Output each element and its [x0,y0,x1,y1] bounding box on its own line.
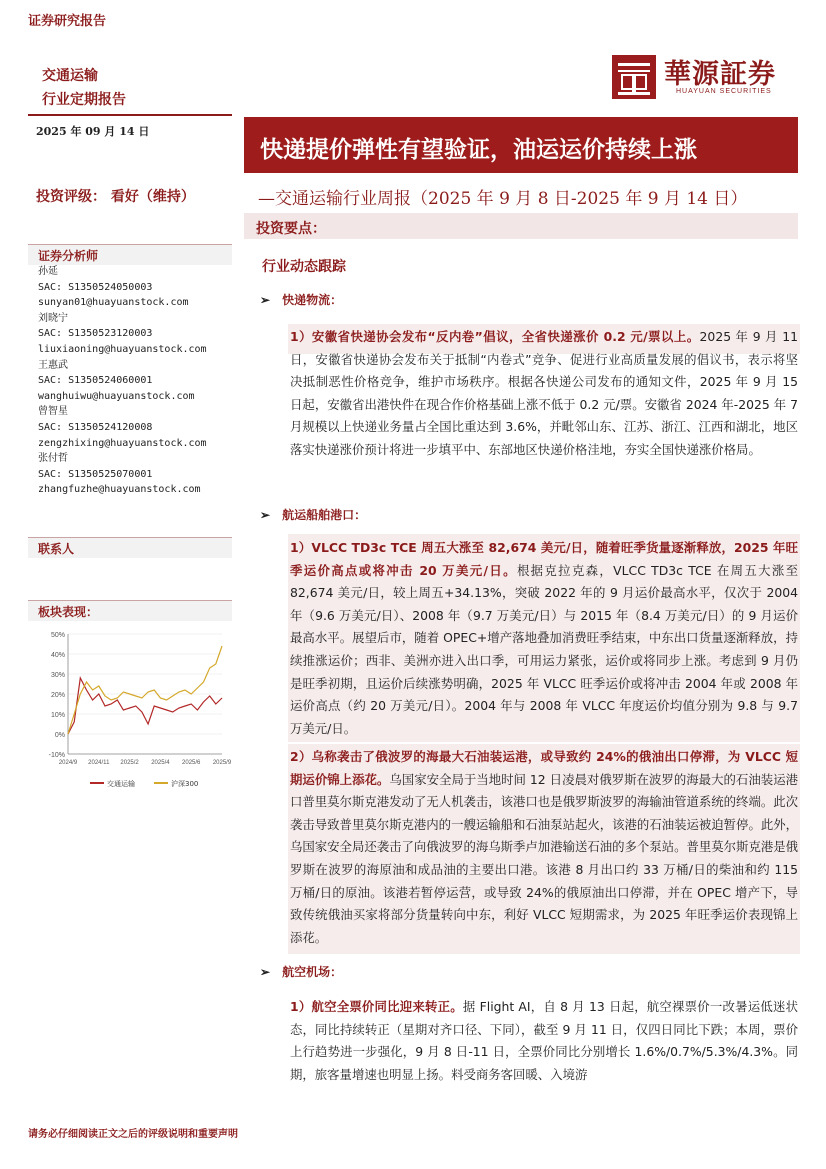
bullet-shipping: ➢ 航运船舶港口： [260,508,367,522]
y-tick-label: 30% [50,672,65,679]
analyst-sac: SAC: S1350524060001 [38,375,153,387]
analyst-heading: 证券分析师 [38,249,99,263]
footer-disclaimer: 请务必仔细阅读正文之后的评级说明和重要声明 [28,1129,238,1140]
investment-rating: 投资评级： 看好（维持） [36,189,195,205]
key-points-banner [244,213,798,239]
legend-label: 沪深300 [171,780,199,788]
performance-heading: 板块表现： [38,605,99,619]
report-date: 2025 年 09 月 14 日 [36,125,150,138]
contact-heading-bar [28,537,232,558]
paragraph-lead: 1）VLCC TD3c TCE 周五大涨至 82,674 美元/日，随着旺季货量逐渐释放，2025 年旺季运价高点或将冲击 20 万美元/日。 [290,540,798,578]
y-tick-label: 50% [50,632,65,639]
brand-name-en: HUAYUAN SECURITIES [676,88,772,95]
x-tick-label: 2024/9 [58,760,78,766]
analyst-sac: SAC: S1350525070001 [38,468,153,480]
paragraph-aviation [290,996,798,1086]
series-line [68,646,222,734]
paragraph-vlcc [290,537,798,740]
brand-logo-icon [612,55,656,99]
report-kind: 行业定期报告 [42,92,126,108]
analyst-email[interactable]: zengzhixing@huayuanstock.com [38,437,207,449]
paragraph-text: 根据克拉克森，VLCC TD3c TCE 在周五大涨至 82,674 美元/日，较上周五+34.13%，突破 2022 年的 9 月运价最高水平，仅次于 2004 年（9.6 万美元/日）、2008 年（9.7 万美元/日）与 2015 年（8.4 万美元/日）的 9 月运价最高水平。展望后市，随着 OPEC+增产落地叠加消费旺季结束，中东出口货量逐渐释放，持续推涨运价；西非、美洲亦进入出口季，可用运力紧张，运价或将同步上涨。考虑到 9 月仍是旺季初期，且运价后续涨势明确，2025 年 VLCC 旺季运价或将冲击 2004 年或 2008 年运价高点（约 20 万美元/日）。2004 年与 2008 年 VLCC 年度运价均值分别为 9.8 与 9.7 万美元/日。 [290,562,798,736]
section-title: 行业动态跟踪 [262,259,346,275]
chart-svg [36,628,232,798]
y-tick-label: 40% [50,652,65,659]
performance-heading-bar [28,600,232,621]
bullet-aviation: ➢ 航空机场： [260,965,343,979]
sector-block [42,64,126,112]
y-tick-label: -10% [48,752,65,759]
paragraph-lead: 1）安徽省快递协会发布“反内卷”倡议，全省快递涨价 0.2 元/票以上。 [290,329,700,344]
analyst-name: 张付哲 [38,453,68,465]
analyst-email[interactable]: wanghuiwu@huayuanstock.com [38,390,195,402]
y-tick-label: 0% [54,732,65,739]
legend-label: 交通运输 [107,780,135,788]
analyst-email[interactable]: zhangfuzhe@huayuanstock.com [38,484,201,496]
x-tick-label: 2024/11 [88,760,110,766]
analyst-name: 王惠武 [38,359,68,371]
paragraph-text: 乌国家安全局于当地时间 12 日凌晨对俄罗斯在波罗的海最大的石油装运港口普里莫尔斯克港发动了无人机袭击，该港口也是俄罗斯波罗的海输油管道系统的终端。此次袭击导致普里莫尔斯克港内的一艘运输船和石油泵站起火，该港的石油装运被迫暂停。此外，乌国家安全局还袭击了向俄波罗的海乌斯季卢加港输送石油的多个泵站。普里莫尔斯克港是俄罗斯在波罗的海原油和成品油的主要出口港。该港 8 月出口约 33 万桶/日的柴油和约 115 万桶/日的原油。该港若暂停运营，或导致 24%的俄原油出口停滞，并在 OPEC 增产下，导致传统俄油买家将部分货量转向中东，利好 VLCC 短期需求，为 2025 年旺季运价表现锦上添花。 [290,771,799,945]
analyst-name: 孙延 [38,266,58,277]
report-subtitle: —交通运输行业周报（2025 年 9 月 8 日-2025 年 9 月 14 日） [258,189,748,209]
contact-heading: 联系人 [38,542,75,556]
y-tick-label: 20% [50,692,65,699]
paragraph-text: 2025 年 9 月 11 日，安徽省快递协会发布关于抵制“内卷式”竞争、促进行业高质量发展的倡议书，表示将坚决抵制恶性价格竞争，维护市场秩序。根据各快递公司发布的通知文件，2025 年 9 月 15 日起，安徽省出港快件在现合作价格基础上涨不低于 0.2 元/票。安徽省 2024 年-2025 年 7 月规模以上快递业务量占全国比重达到 3.6%，并毗邻山东、江苏、浙江、江西和湖北，地区落实快递涨价预计将进一步填平中、东部地区快递价格洼地，夯实全国快递涨价格局。 [290,329,798,457]
analyst-email[interactable]: liuxiaoning@huayuanstock.com [38,343,207,355]
key-points-label: 投资要点： [256,221,326,237]
sector-performance-chart [36,628,232,798]
bullet-express: ➢ 快递物流： [260,293,343,307]
x-tick-label: 2025/2 [120,760,139,766]
header-divider [28,114,232,116]
y-tick-label: 10% [50,712,65,719]
sector-name: 交通运输 [42,68,98,84]
paragraph-lead: 2）乌称袭击了俄波罗的海最大石油装运港，或导致约 24%的俄油出口停滞，为 VLCC 短期运价锦上添花。 [290,749,798,787]
paragraph-lead: 1）航空全票价同比迎来转正。 [290,999,463,1014]
x-tick-label: 2025/4 [151,760,170,766]
paragraph-express [290,326,798,462]
x-tick-label: 2025/9 [212,760,232,766]
bullet-shipping-label: 航运船舶港口： [282,508,367,522]
analyst-sac: SAC: S1350524120008 [38,421,153,433]
paragraph-text: 据 Flight AI，自 8 月 13 日起，航空裸票价一改暑运低迷状态，同比持续转正（星期对齐口径、下同），截至 9 月 11 日，仅四日同比下跌；本周，票价上行趋势进一步强化，9 月 8 日-11 日，全票价同比分别增长 1.6%/0.7%/5.3%/4.3%。同期，旅客量增速也明显上扬。料受商务客回暖、入境游 [290,999,798,1082]
analyst-heading-bar [28,244,232,265]
paragraph-ukraine [290,746,798,949]
report-title: 快递提价弹性有望验证，油运运价持续上涨 [260,136,697,163]
report-type: 证券研究报告 [28,14,107,29]
analyst-sac: SAC: S1350524050003 [38,281,153,293]
analyst-email[interactable]: sunyan01@huayuanstock.com [38,297,189,309]
x-tick-label: 2025/6 [182,760,201,766]
bullet-aviation-label: 航空机场： [282,965,343,979]
brand-name: 華源証券 [664,59,776,90]
bullet-express-label: 快递物流： [282,293,343,307]
analyst-name: 曾智星 [38,406,68,418]
analyst-name: 刘晓宁 [38,312,68,324]
analyst-sac: SAC: S1350523120003 [38,328,153,340]
analyst-list [38,264,207,498]
